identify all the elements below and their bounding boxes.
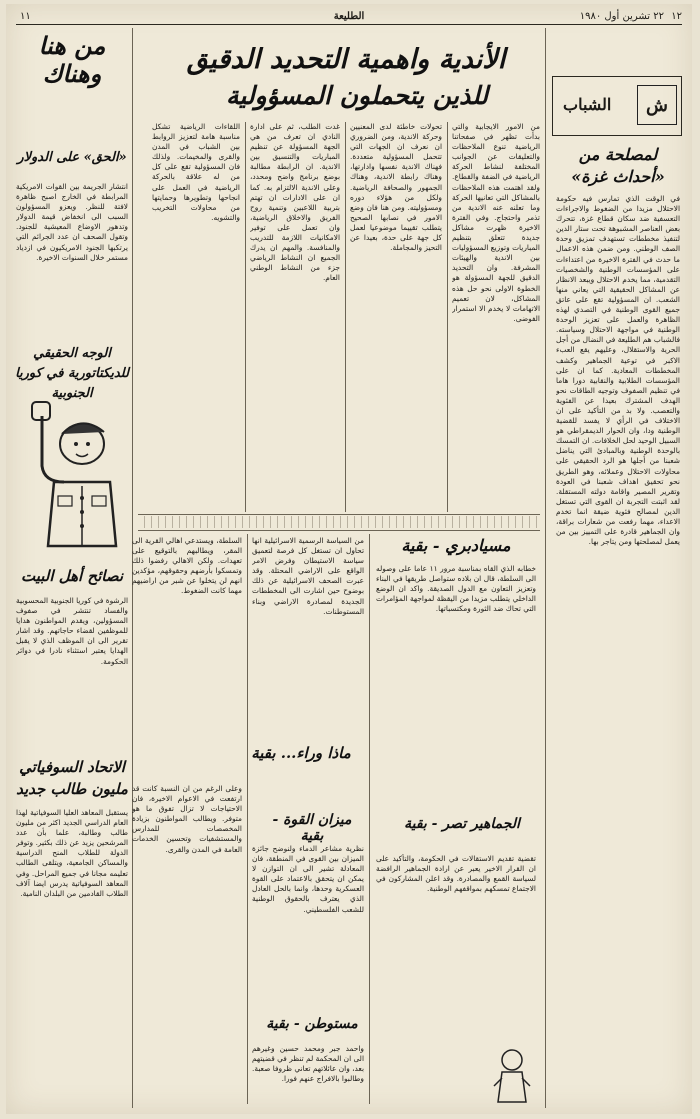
page-number-left: ١١ — [20, 11, 31, 22]
column-rule — [447, 122, 448, 512]
newspaper-name: الطليعة — [333, 11, 365, 22]
article-col-2 — [350, 122, 442, 512]
column-rule — [369, 534, 370, 1104]
article-a4-title: ميزان القوة - بقية — [272, 812, 352, 844]
article-a2-title: ماذا وراء... بقية — [251, 744, 351, 762]
article-col-2-text: تحولات خاطئة لدى المعنيين وحركة الاندية، ومن الضروري ان نعرف ان الجهات التي تتحمل المسؤولية متعددة. فهناك الاندية نفسها وادارتها، وهناك رابطة الاندية، وهناك الجمهور والصحافة الرياضية. ولكل من هؤلاء دوره ومسؤوليته. ومن هنا فان وضع الامور في نصابها الصحيح يتطلب تقييما موضوعيا لعمل كل جهة على حدة، بعيدا عن التحيز والمجاملة. — [350, 122, 442, 253]
article-col-3-text: غدت الطلب، ثم على ادارة النادي ان تعرف من هي الجهة المسؤولة عن تنظيم المباريات والتنسيق بين الاندية. ان الرابطة مطالبة بوضع برنامج واضح ومحدد، وعلى الاندية الالتزام به. كما ان على الادارات ان تهتم بتربية اللاعبين وتنمية روح الفريق والاخلاق الرياضية، وان تعمل على توفير الامكانيات اللازمة للتدريب والمنافسة. والمهم ان يدرك الجميع ان النشاط الرياضي جزء من النشاط الوطني العام. — [250, 122, 340, 283]
sidebar-item3-text: الرشوة في كوريا الجنوبية المحسوبية والفساد تنتشر في صفوف المسؤولين، ويقدم المواطنون هدايا للموظفين لقضاء حاجاتهم. وقد اشار تقرير الى ان الموظف الذي لا يقبل الهدايا يعتبر استثناء نادرا في دوائر الحكومة. — [16, 596, 128, 666]
divider-band — [138, 516, 540, 528]
article-a6-body — [252, 1044, 364, 1110]
section-box — [552, 76, 682, 136]
article-col-1-text: من الامور الايجابية والتي بدأت تظهر في صفحاتنا الرياضية تنوع الملاحظات والتعليقات عن الجوانب المختلفة لنشاط الحركة الرياضية في الضفة والقطاع. ولقد اهتمت هذه الملاحظات بالمشاكل التي تعانيها الحركة وما تعلنه عنه الاندية من تذمر واحتجاج. وفي الفترة الاخيرة ظهرت مشاكل جديدة تتعلق بتنظيم المباريات وتوزيع المسؤوليات بين الاندية والهيئات المشرفة. وان التحديد الدقيق للجهة المسؤولة هو الخطوة الاولى نحو حل هذه المشاكل، لان تعميم الاتهامات لا يخدم الا استمرار الفوضى. — [452, 122, 540, 323]
article-col-4-text: اللقاءات الرياضية تشكل مناسبة هامة لتعزيز الروابط بين الشباب في المدن والقرى والمخيمات. ولذلك فان المسؤولية تقع على كل من له علاقة بالحركة الرياضية في العمل على انجاحها وتطويرها وحمايتها من محاولات التخريب والتشويه. — [152, 122, 240, 222]
column-rule — [345, 122, 346, 512]
sidebar-item4-title: الاتحاد السوفياتي مليون طالب جديد — [16, 758, 128, 798]
article-col-3 — [250, 122, 340, 512]
article-a4-text: نظرية مشاعر الدماء ولنوضح جائزة الميزان بين القوى في المنطقة، فان المعادلة تشير الى ان التوازن لا يمكن ان يتحقق بالاعتماد على القوة العسكرية وحدها، وانما بالحل العادل الذي يعترف بالحقوق الوطنية للشعب الفلسطيني. — [252, 844, 364, 914]
section-divider — [138, 530, 540, 531]
article-a3-body — [132, 536, 242, 736]
newspaper-page — [6, 4, 692, 1114]
section-divider — [138, 514, 540, 515]
sidebar-item2-title: الوجه الحقيقي للديكتاتورية في كوريا الجنوبية — [15, 346, 129, 401]
sidebar-item1-title: «الحق» على الدولار — [17, 150, 127, 165]
sidebar-item1-body — [16, 182, 128, 332]
article-col-4 — [152, 122, 240, 512]
article-a7-body — [132, 784, 242, 1104]
sidebar-item3-body — [16, 596, 128, 746]
cartoon-figure-icon — [488, 1046, 536, 1110]
headline-line-2: للذين يتحملون المسؤولية — [226, 81, 488, 110]
sidebar-title: من هنا وهناك — [38, 31, 106, 88]
article-a3-text: السلطة، ويستدعي اهالي القرية الى المقر، ويطالبهم بالتوقيع على تعهدات. ولكن الاهالي رفضوا ذلك وتمسكوا بأرضهم وحقوقهم، مؤكدين انهم لن يتخلوا عن شبر من اراضيهم مهما كانت الضغوط. — [132, 536, 242, 596]
cartoon-dictator-icon — [20, 396, 124, 556]
page-header — [16, 10, 682, 25]
page-number-right: ١٢ — [671, 11, 682, 22]
article-a5-body — [376, 854, 536, 1044]
section-label: الشباب — [563, 95, 612, 114]
column-rule — [545, 28, 546, 1108]
article-a7-text: وعلى الرغم من ان النسبة كانت قد ارتفعت في الاعوام الاخيرة، فان الاحتياجات لا تزال تفوق ما هو متوفر. ويطالب المواطنون بزيادة المخصصات للمدارس والمستشفيات وتحسين الخدمات العامة في المدن والقرى. — [132, 784, 242, 854]
article-a2-text: من السياسة الرسمية الاسرائيلية انها تحاول ان تستغل كل فرصة لتعميق سياسة الاستيطان وفرض الامر الواقع على الاراضي المحتلة. وقد عبرت الصحف الاسرائيلية عن ذلك بوضوح حين اشارت الى المخططات الجديدة لمصادرة الاراضي وبناء المستوطنات. — [252, 536, 364, 616]
column-rule — [245, 122, 246, 512]
sidebar-item3-title: نصائح أهل البيت — [20, 567, 123, 585]
article-col-1 — [452, 122, 540, 332]
right-article-title: لمصلحة من «أحداث غزة» — [571, 145, 665, 186]
article-a2-body — [252, 536, 364, 736]
article-a6-title: مستوطن - بقية — [266, 1016, 358, 1032]
column-rule — [247, 534, 248, 1104]
article-a1-text: خطابه الذي القاه بمناسبة مرور ١١ عاما على وصوله الى السلطة، قال ان بلاده ستواصل طريقها في البناء وتعزيز التعاون مع الدول الصديقة. واكد ان الوضع الداخلي يتطلب مزيدا من اليقظة لمواجهة المؤامرات التي تحاك ضد الثورة ومكتسباتها. — [376, 564, 536, 614]
section-logo-icon: ش — [637, 85, 677, 125]
headline-line-1: الأندية واهمية التحديد الدقيق — [186, 44, 506, 75]
article-a6-text: واحمد جبر ومحمد حسين وغيرهم الى ان المحكمة لم تنظر في قضيتهم بعد، وان عائلاتهم تعاني ظروفا صعبة. وطالبوا بالافراج عنهم فورا. — [252, 1044, 364, 1084]
article-a4-body — [252, 844, 364, 1044]
sidebar-item4-text: يستقبل المعاهد العليا السوفياتية لهذا العام الدراسي الجديد اكثر من مليون طالب وطالبة، علما بأن عدد المرشحين يزيد عن ذلك بكثير. وتوفر الدولة للطلاب المنح الدراسية والمساكن الجامعية، ويتلقى الطالب تعليمه مجانا في جميع المراحل. وفي المعاهد السوفياتية يدرس ايضا آلاف الطلاب القادمين من البلدان النامية. — [16, 808, 128, 898]
article-a1-body — [376, 564, 536, 859]
article-a5-title: الجماهير تصر - بقية — [404, 816, 520, 832]
sidebar-item4-body — [16, 808, 128, 1108]
right-article-text: في الوقت الذي تمارس فيه حكومة الاحتلال مزيدا من الضغوط والاجراءات التعسفية ضد سكان قطاع غزة، تتحرك بعض العناصر المشبوهة تحت ستار الدين لتنفيذ مخططات تستهدف تمزيق وحدة الصف الوطني. ومن ضمن هذه الاعمال ما حدث في الفترة الاخيرة من اعتداءات على المؤسسات الوطنية والشخصيات التقدمية، مما يخدم الاحتلال ويبعد الانظار عن المشاكل الحقيقية التي يعاني منها الشعب. ان المسؤولية تقع على عاتق جميع القوى الوطنية في التصدي لهذه الظاهرة والعمل على تعزيز الوحدة الوطنية في مواجهة الاحتلال وسياسته. فالشباب هم الطليعة في النضال من أجل الحرية والاستقلال، وعليهم يقع العبء الاكبر في توعية الجماهير وكشف المخططات المعادية. كما ان على المؤسسات الطلابية والنقابية دورا هاما في تنظيم الصفوف وتوجيه الطاقات نحو الهدف المشترك بعيدا عن الفئوية والتعصب. ولا بد من التأكيد على ان الاختلاف في الرأي لا يفسد للقضية الوطنية ودا، وان الحوار الديمقراطي هو السبيل الوحيد لحل الخلافات. ان التمسك بالوحدة الوطنية وبالمبادئ التي يناضل شعبنا من أجلها هو الرد الحقيقي على محاولات الاحتلال وعملائه، وهو الطريق نحو تحقيق اهداف شعبنا في العودة وتقرير المصير واقامة دولته المستقلة. لقد اثبتت التجربة ان القوى التي تستغل الدين لمصالح فئوية ضيقة انما تخدم الاعداء، مهما رفعت من شعارات براقة، وان الجماهير قادرة على التمييز بين من يعمل لمصلحتها ومن يتاجر بها. — [556, 194, 680, 547]
sidebar-item1-text: انتشار الجريمة بين القوات الامريكية المرابطة في الخارج اصبح ظاهرة لافتة للنظر. ويعزو المسؤولون السبب الى انخفاض قيمة الدولار وتدهور الاوضاع المعيشية للجنود. وتقول الصحف ان عدد الجرائم التي يرتكبها الجنود الامريكيون في ازدياد مستمر خلال السنوات الاخيرة. — [16, 182, 128, 262]
issue-date: ٢٢ تشرين أول ١٩٨٠ — [579, 11, 664, 22]
article-a5-text: تقضية تقديم الاستقالات في الحكومة، والتأكيد على ان القرار الاخير يعبر عن ارادة الجماهير الرافضة لسياسة القمع والمصادرة. وقد اعلن المشاركون في الاجتماع تمسكهم بمواقفهم الوطنية. — [376, 854, 536, 894]
article-a1-title: مسيادبري - بقية — [401, 536, 511, 555]
right-article-body — [556, 194, 680, 1039]
